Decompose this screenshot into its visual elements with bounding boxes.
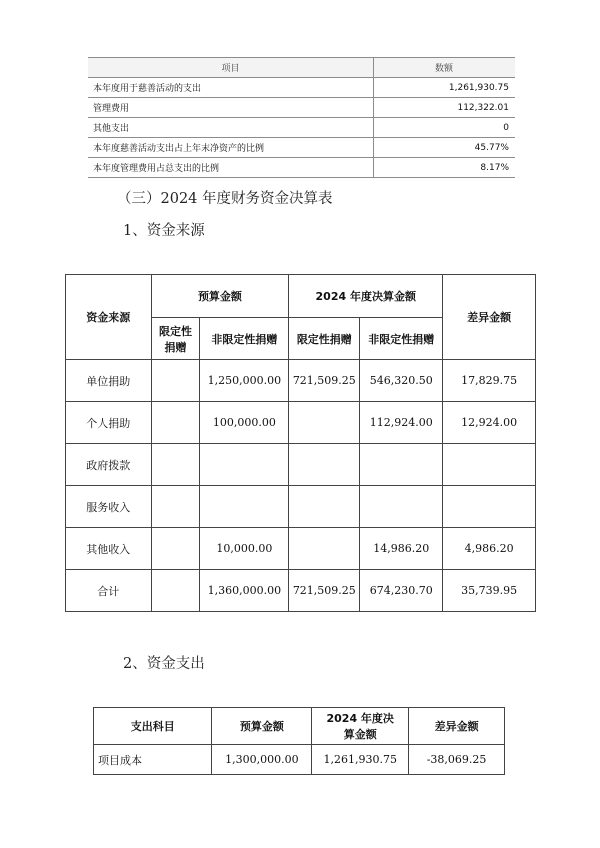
funding-row bbox=[66, 402, 536, 444]
summary-header-amount: 数额 bbox=[374, 58, 516, 78]
funding-row-label: 政府拨款 bbox=[66, 444, 152, 486]
funding-budget-restricted bbox=[151, 570, 200, 612]
expense-header-final: 2024 年度决算金额 bbox=[312, 708, 409, 745]
funding-budget-unrestricted: 10,000.00 bbox=[200, 528, 289, 570]
expense-row bbox=[94, 745, 505, 775]
funding-budget-unrestricted bbox=[200, 444, 289, 486]
funding-final-unrestricted: 674,230.70 bbox=[360, 570, 443, 612]
funding-final-restricted: 721,509.25 bbox=[289, 570, 360, 612]
summary-header-item: 项目 bbox=[88, 58, 374, 78]
funding-budget-unrestricted: 1,250,000.00 bbox=[200, 360, 289, 402]
summary-item: 本年度用于慈善活动的支出 bbox=[88, 78, 374, 98]
summary-row bbox=[88, 118, 515, 138]
funding-total-label: 合计 bbox=[66, 570, 152, 612]
summary-row bbox=[88, 78, 515, 98]
funding-row bbox=[66, 486, 536, 528]
summary-amount: 1,261,930.75 bbox=[374, 78, 516, 98]
expense-header-diff: 差异金额 bbox=[409, 708, 505, 745]
funding-budget-restricted bbox=[151, 360, 200, 402]
funding-header-budget: 预算金额 bbox=[151, 275, 289, 318]
funding-row-label: 个人捐助 bbox=[66, 402, 152, 444]
summary-item: 本年度管理费用占总支出的比例 bbox=[88, 158, 374, 178]
funding-final-restricted bbox=[289, 402, 360, 444]
funding-header-source: 资金来源 bbox=[66, 275, 152, 360]
funding-budget-unrestricted: 1,360,000.00 bbox=[200, 570, 289, 612]
funding-total-row bbox=[66, 570, 536, 612]
summary-table bbox=[88, 57, 515, 178]
funding-final-unrestricted: 14,986.20 bbox=[360, 528, 443, 570]
funding-final-restricted bbox=[289, 528, 360, 570]
funding-row bbox=[66, 528, 536, 570]
funding-header-restricted-final: 限定性捐赠 bbox=[289, 318, 360, 360]
subsection-title-expense: 2、资金支出 bbox=[123, 656, 205, 672]
funding-row bbox=[66, 444, 536, 486]
summary-amount: 8.17% bbox=[374, 158, 516, 178]
funding-budget-unrestricted: 100,000.00 bbox=[200, 402, 289, 444]
funding-diff: 35,739.95 bbox=[443, 570, 536, 612]
funding-final-unrestricted bbox=[360, 486, 443, 528]
summary-item: 本年度慈善活动支出占上年末净资产的比例 bbox=[88, 138, 374, 158]
funding-diff bbox=[443, 444, 536, 486]
expense-header-subject: 支出科目 bbox=[94, 708, 212, 745]
summary-amount: 0 bbox=[374, 118, 516, 138]
funding-row-label: 其他收入 bbox=[66, 528, 152, 570]
subsection-title-funding: 1、资金来源 bbox=[123, 223, 205, 239]
funding-diff: 17,829.75 bbox=[443, 360, 536, 402]
summary-row bbox=[88, 98, 515, 118]
funding-budget-restricted bbox=[151, 402, 200, 444]
funding-budget-unrestricted bbox=[200, 486, 289, 528]
summary-amount: 112,322.01 bbox=[374, 98, 516, 118]
funding-final-unrestricted bbox=[360, 444, 443, 486]
summary-row bbox=[88, 138, 515, 158]
funding-header-final: 2024 年度决算金额 bbox=[289, 275, 443, 318]
funding-row bbox=[66, 360, 536, 402]
funding-header-row bbox=[66, 275, 536, 318]
expense-header-budget: 预算金额 bbox=[212, 708, 312, 745]
summary-item: 其他支出 bbox=[88, 118, 374, 138]
funding-final-restricted: 721,509.25 bbox=[289, 360, 360, 402]
expense-table bbox=[93, 707, 505, 775]
funding-row-label: 单位捐助 bbox=[66, 360, 152, 402]
funding-diff: 4,986.20 bbox=[443, 528, 536, 570]
expense-subject: 项目成本 bbox=[94, 745, 212, 775]
funding-final-restricted bbox=[289, 444, 360, 486]
funding-header-unrestricted: 非限定性捐赠 bbox=[200, 318, 289, 360]
expense-final: 1,261,930.75 bbox=[312, 745, 409, 775]
funding-diff bbox=[443, 486, 536, 528]
funding-budget-restricted bbox=[151, 486, 200, 528]
funding-final-restricted bbox=[289, 486, 360, 528]
expense-budget: 1,300,000.00 bbox=[212, 745, 312, 775]
funding-budget-restricted bbox=[151, 528, 200, 570]
summary-item: 管理费用 bbox=[88, 98, 374, 118]
funding-diff: 12,924.00 bbox=[443, 402, 536, 444]
funding-row-label: 服务收入 bbox=[66, 486, 152, 528]
funding-header-unrestricted-final: 非限定性捐赠 bbox=[360, 318, 443, 360]
funding-budget-restricted bbox=[151, 444, 200, 486]
funding-header-restricted: 限定性捐赠 bbox=[151, 318, 200, 360]
summary-row bbox=[88, 158, 515, 178]
expense-diff: -38,069.25 bbox=[409, 745, 505, 775]
summary-amount: 45.77% bbox=[374, 138, 516, 158]
section-title: （三）2024 年度财务资金决算表 bbox=[117, 191, 333, 207]
funding-final-unrestricted: 112,924.00 bbox=[360, 402, 443, 444]
summary-header-row bbox=[88, 58, 515, 78]
expense-header-row bbox=[94, 708, 505, 745]
funding-table bbox=[65, 274, 536, 612]
funding-final-unrestricted: 546,320.50 bbox=[360, 360, 443, 402]
funding-header-diff: 差异金额 bbox=[443, 275, 536, 360]
